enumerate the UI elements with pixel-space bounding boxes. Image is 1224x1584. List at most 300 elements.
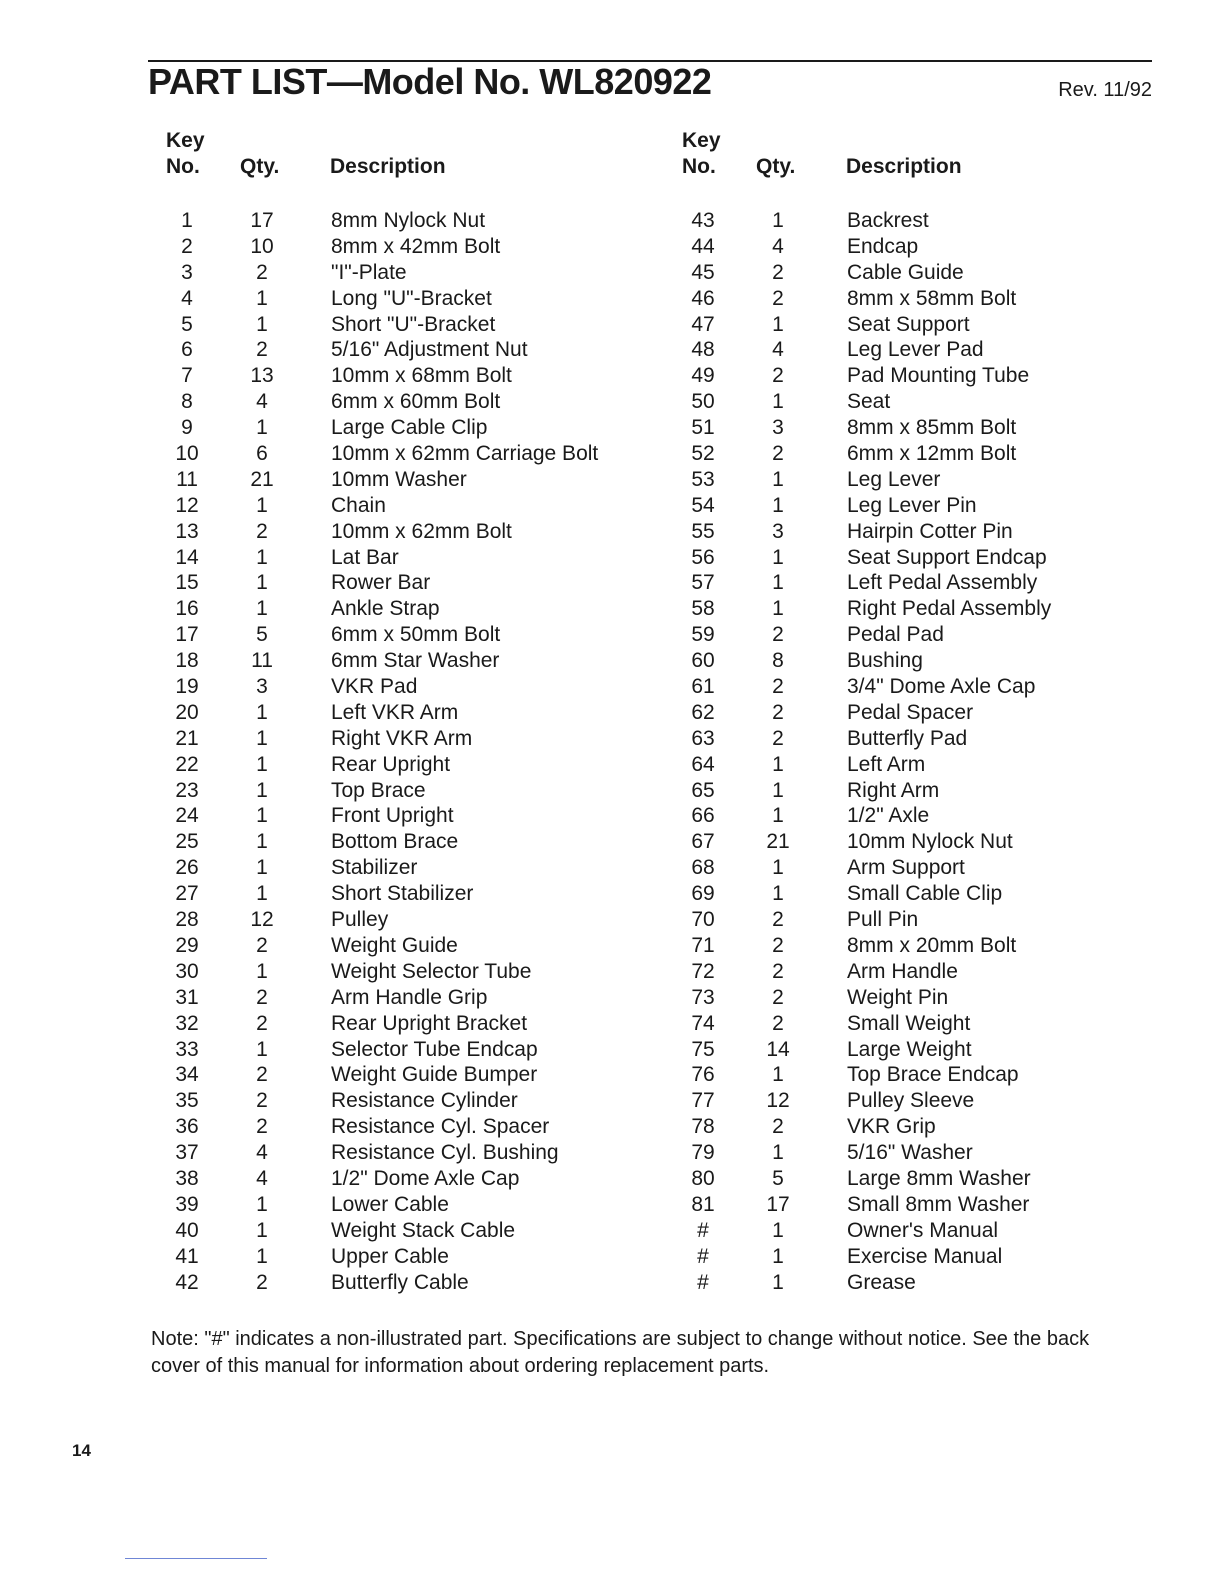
- qty-cell: 1: [256, 416, 268, 440]
- key-column-header: Key No.: [166, 129, 205, 178]
- qty-cell: 21: [250, 467, 274, 491]
- key-no-cell: 46: [691, 286, 715, 310]
- key-no-cell: 38: [175, 1166, 199, 1190]
- key-no-cell: 39: [175, 1192, 199, 1216]
- qty-cell: 1: [256, 545, 268, 569]
- table-row: [682, 389, 1182, 415]
- description-cell: 10mm Nylock Nut: [847, 830, 1013, 854]
- description-cell: Ankle Strap: [331, 597, 440, 621]
- qty-cell: 1: [772, 1270, 784, 1294]
- qty-cell: 1: [256, 804, 268, 828]
- table-row: [166, 674, 666, 700]
- key-no-cell: 28: [175, 908, 199, 932]
- key-no-cell: 16: [175, 597, 199, 621]
- description-cell: 3/4" Dome Axle Cap: [847, 675, 1036, 699]
- table-row: [166, 415, 666, 441]
- qty-cell: 1: [772, 1218, 784, 1242]
- key-no-cell: 54: [691, 493, 715, 517]
- description-cell: Butterfly Pad: [847, 726, 968, 750]
- table-header: [166, 128, 666, 208]
- key-no-cell: 41: [175, 1244, 199, 1268]
- table-row: [166, 286, 666, 312]
- qty-cell: 1: [256, 571, 268, 595]
- description-cell: Seat: [847, 390, 891, 414]
- description-cell: 6mm Star Washer: [331, 649, 500, 673]
- qty-cell: 2: [772, 364, 784, 388]
- key-no-cell: 71: [691, 933, 715, 957]
- description-cell: 6mm x 60mm Bolt: [331, 390, 501, 414]
- key-no-cell: 7: [181, 364, 193, 388]
- key-no-cell: 23: [175, 778, 199, 802]
- qty-cell: 2: [772, 260, 784, 284]
- description-cell: 1/2" Dome Axle Cap: [331, 1166, 520, 1190]
- qty-cell: 1: [256, 1218, 268, 1242]
- key-no-cell: 52: [691, 442, 715, 466]
- key-no-cell: 43: [691, 209, 715, 232]
- description-cell: Large Weight: [847, 1037, 972, 1061]
- description-cell: 8mm x 85mm Bolt: [847, 416, 1017, 440]
- qty-cell: 1: [772, 856, 784, 880]
- key-no-cell: 45: [691, 260, 715, 284]
- table-row: [682, 441, 1182, 467]
- description-cell: Selector Tube Endcap: [331, 1037, 538, 1061]
- table-row: [166, 519, 666, 545]
- table-row: [166, 467, 666, 493]
- description-column-header: Description: [846, 155, 962, 178]
- key-no-cell: #: [697, 1244, 709, 1268]
- key-no-cell: 26: [175, 856, 199, 880]
- description-cell: Right VKR Arm: [331, 726, 473, 750]
- key-no-cell: 61: [691, 675, 715, 699]
- qty-cell: 1: [256, 726, 268, 750]
- key-no-cell: 48: [691, 338, 715, 362]
- table-row: [166, 700, 666, 726]
- key-no-cell: 80: [691, 1166, 715, 1190]
- qty-cell: 2: [772, 959, 784, 983]
- footnote: Note: "#" indicates a non-illustrated part. Specifications are subject to change without notice. See the back cover of this manual for information about ordering replacement parts.: [151, 1328, 1090, 1377]
- description-cell: Front Upright: [331, 804, 454, 828]
- key-no-cell: 67: [691, 830, 715, 854]
- table-row: [166, 778, 666, 804]
- table-row: [166, 234, 666, 260]
- table-row: [166, 596, 666, 622]
- description-cell: Left Arm: [847, 752, 926, 776]
- qty-cell: 2: [256, 1089, 268, 1113]
- description-cell: Lat Bar: [331, 545, 399, 569]
- qty-cell: 1: [772, 597, 784, 621]
- key-no-cell: 74: [691, 1011, 715, 1035]
- qty-cell: 1: [772, 209, 784, 232]
- revision-label: Rev. 11/92: [1058, 79, 1152, 101]
- key-no-cell: 63: [691, 726, 715, 750]
- qty-cell: 2: [772, 908, 784, 932]
- qty-cell: 17: [766, 1192, 790, 1216]
- qty-cell: 3: [256, 675, 268, 699]
- qty-cell: 1: [772, 571, 784, 595]
- qty-cell: 3: [772, 416, 784, 440]
- table-row: [166, 907, 666, 933]
- qty-cell: 1: [256, 882, 268, 906]
- description-cell: Resistance Cyl. Spacer: [331, 1115, 550, 1139]
- key-no-cell: 2: [181, 234, 193, 258]
- qty-column-header: Qty.: [756, 155, 796, 178]
- description-cell: Weight Selector Tube: [331, 959, 532, 983]
- description-cell: 6mm x 50mm Bolt: [331, 623, 501, 647]
- description-cell: Pull Pin: [847, 908, 919, 932]
- table-header: [682, 128, 1182, 208]
- table-row: [166, 260, 666, 286]
- table-row: [166, 1140, 666, 1166]
- qty-cell: 2: [772, 442, 784, 466]
- key-no-cell: 72: [691, 959, 715, 983]
- description-cell: 8mm x 42mm Bolt: [331, 234, 501, 258]
- table-row: [682, 1218, 1182, 1244]
- qty-cell: 1: [772, 545, 784, 569]
- table-row: [682, 803, 1182, 829]
- qty-cell: 1: [772, 493, 784, 517]
- description-cell: Resistance Cylinder: [331, 1089, 518, 1113]
- qty-cell: 2: [772, 933, 784, 957]
- qty-cell: 6: [256, 442, 268, 466]
- table-row: [166, 985, 666, 1011]
- table-row: [682, 363, 1182, 389]
- description-cell: Hairpin Cotter Pin: [847, 519, 1013, 543]
- table-row: [166, 1166, 666, 1192]
- key-no-cell: 12: [175, 493, 199, 517]
- key-no-cell: 65: [691, 778, 715, 802]
- description-cell: Large Cable Clip: [331, 416, 488, 440]
- key-no-cell: 17: [175, 623, 199, 647]
- qty-cell: 1: [256, 959, 268, 983]
- key-no-cell: 33: [175, 1037, 199, 1061]
- qty-cell: 1: [256, 597, 268, 621]
- key-no-cell: 60: [691, 649, 715, 673]
- key-no-cell: #: [697, 1270, 709, 1294]
- qty-cell: 1: [256, 312, 268, 336]
- table-row: [166, 881, 666, 907]
- description-cell: VKR Pad: [331, 675, 418, 699]
- qty-cell: 1: [772, 804, 784, 828]
- description-cell: Small Weight: [847, 1011, 971, 1035]
- qty-cell: 1: [256, 856, 268, 880]
- qty-cell: 14: [766, 1037, 790, 1061]
- qty-cell: 1: [772, 1244, 784, 1268]
- description-cell: Resistance Cyl. Bushing: [331, 1141, 559, 1165]
- key-column-header: Key No.: [682, 129, 721, 178]
- parts-table-left: [166, 128, 666, 1295]
- table-row: [682, 1088, 1182, 1114]
- table-row: [682, 1244, 1182, 1270]
- description-cell: Arm Handle Grip: [331, 985, 488, 1009]
- key-no-cell: 70: [691, 908, 715, 932]
- qty-cell: 1: [256, 752, 268, 776]
- qty-cell: 2: [772, 675, 784, 699]
- description-cell: 1/2" Axle: [847, 804, 930, 828]
- key-no-cell: 25: [175, 830, 199, 854]
- key-no-cell: 73: [691, 985, 715, 1009]
- table-row: [682, 415, 1182, 441]
- qty-cell: 4: [256, 1141, 268, 1165]
- key-no-cell: 56: [691, 545, 715, 569]
- qty-cell: 1: [256, 830, 268, 854]
- qty-cell: 17: [250, 209, 274, 232]
- key-no-cell: 14: [175, 545, 199, 569]
- table-row: [166, 1011, 666, 1037]
- key-no-cell: 27: [175, 882, 199, 906]
- key-no-cell: 1: [181, 209, 193, 232]
- key-no-cell: 68: [691, 856, 715, 880]
- qty-cell: 10: [250, 234, 274, 258]
- qty-cell: 1: [772, 312, 784, 336]
- key-no-cell: 24: [175, 804, 199, 828]
- description-cell: Pad Mounting Tube: [847, 364, 1030, 388]
- description-cell: Small 8mm Washer: [847, 1192, 1030, 1216]
- qty-cell: 2: [256, 1270, 268, 1294]
- table-row: [682, 570, 1182, 596]
- table-row: [166, 1037, 666, 1063]
- table-row: [166, 389, 666, 415]
- table-row: [682, 208, 1182, 234]
- description-cell: Rower Bar: [331, 571, 431, 595]
- qty-cell: 1: [256, 1192, 268, 1216]
- table-row: [682, 1166, 1182, 1192]
- table-row: [166, 493, 666, 519]
- description-cell: VKR Grip: [847, 1115, 936, 1139]
- qty-cell: 1: [772, 778, 784, 802]
- qty-cell: 2: [256, 1115, 268, 1139]
- table-row: [682, 286, 1182, 312]
- qty-cell: 21: [766, 830, 790, 854]
- description-cell: Lower Cable: [331, 1192, 449, 1216]
- table-row: [166, 1062, 666, 1088]
- table-row: [682, 700, 1182, 726]
- description-column-header: Description: [330, 155, 446, 178]
- table-row: [682, 752, 1182, 778]
- key-no-cell: 51: [691, 416, 715, 440]
- description-cell: Weight Guide: [331, 933, 458, 957]
- table-row: [682, 467, 1182, 493]
- table-row: [682, 493, 1182, 519]
- qty-cell: 13: [250, 364, 274, 388]
- key-no-cell: 3: [181, 260, 193, 284]
- qty-cell: 1: [772, 390, 784, 414]
- table-row: [682, 545, 1182, 571]
- key-no-cell: 5: [181, 312, 193, 336]
- description-cell: Stabilizer: [331, 856, 418, 880]
- description-cell: Left VKR Arm: [331, 700, 459, 724]
- description-cell: Pedal Spacer: [847, 700, 974, 724]
- description-cell: Backrest: [847, 209, 929, 232]
- key-no-cell: 34: [175, 1063, 199, 1087]
- key-no-cell: 8: [181, 390, 193, 414]
- qty-cell: 2: [256, 1011, 268, 1035]
- description-cell: Pedal Pad: [847, 623, 944, 647]
- description-cell: Seat Support: [847, 312, 970, 336]
- qty-cell: 8: [772, 649, 784, 673]
- description-cell: 5/16" Washer: [847, 1141, 973, 1165]
- description-cell: Right Pedal Assembly: [847, 597, 1052, 621]
- key-no-cell: 78: [691, 1115, 715, 1139]
- table-row: [166, 933, 666, 959]
- description-cell: Leg Lever: [847, 467, 941, 491]
- description-cell: Top Brace Endcap: [847, 1063, 1019, 1087]
- description-cell: Endcap: [847, 234, 919, 258]
- parts-rows-left: [166, 208, 666, 1295]
- key-no-cell: 55: [691, 519, 715, 543]
- qty-cell: 1: [772, 1063, 784, 1087]
- table-row: [166, 570, 666, 596]
- table-row: [166, 1114, 666, 1140]
- qty-cell: 2: [256, 338, 268, 362]
- table-row: [682, 1011, 1182, 1037]
- table-row: [682, 596, 1182, 622]
- description-cell: 10mm x 62mm Carriage Bolt: [331, 442, 599, 466]
- key-no-cell: 53: [691, 467, 715, 491]
- table-row: [682, 260, 1182, 286]
- description-cell: Pulley Sleeve: [847, 1089, 975, 1113]
- qty-column-header: Qty.: [240, 155, 280, 178]
- qty-cell: 12: [766, 1089, 790, 1113]
- key-no-cell: 22: [175, 752, 199, 776]
- table-row: [166, 363, 666, 389]
- table-row: [166, 752, 666, 778]
- key-no-cell: 30: [175, 959, 199, 983]
- table-row: [166, 1218, 666, 1244]
- description-cell: 10mm x 68mm Bolt: [331, 364, 512, 388]
- description-cell: 6mm x 12mm Bolt: [847, 442, 1017, 466]
- table-row: [682, 1037, 1182, 1063]
- table-row: [682, 234, 1182, 260]
- key-no-cell: 36: [175, 1115, 199, 1139]
- table-row: [682, 312, 1182, 338]
- description-cell: 8mm x 20mm Bolt: [847, 933, 1017, 957]
- key-no-cell: 50: [691, 390, 715, 414]
- description-cell: 10mm Washer: [331, 467, 467, 491]
- key-no-cell: 32: [175, 1011, 199, 1035]
- qty-cell: 1: [772, 882, 784, 906]
- key-no-cell: 21: [175, 726, 199, 750]
- table-row: [682, 985, 1182, 1011]
- qty-cell: 4: [256, 390, 268, 414]
- table-row: [166, 803, 666, 829]
- description-cell: Right Arm: [847, 778, 940, 802]
- table-row: [682, 1192, 1182, 1218]
- key-no-cell: 20: [175, 700, 199, 724]
- description-cell: 8mm x 58mm Bolt: [847, 286, 1017, 310]
- key-no-cell: 18: [175, 649, 199, 673]
- table-row: [166, 855, 666, 881]
- table-row: [166, 337, 666, 363]
- table-row: [682, 778, 1182, 804]
- table-row: [166, 208, 666, 234]
- table-row: [166, 726, 666, 752]
- key-no-cell: 81: [691, 1192, 715, 1216]
- description-cell: Short "U"-Bracket: [331, 312, 496, 336]
- description-cell: Weight Pin: [847, 985, 949, 1009]
- qty-cell: 11: [251, 649, 273, 673]
- key-no-cell: 64: [691, 752, 715, 776]
- description-cell: Arm Handle: [847, 959, 958, 983]
- key-no-cell: 9: [181, 416, 193, 440]
- qty-cell: 2: [256, 933, 268, 957]
- qty-cell: 1: [256, 700, 268, 724]
- qty-cell: 1: [772, 467, 784, 491]
- key-no-cell: 66: [691, 804, 715, 828]
- qty-cell: 2: [772, 700, 784, 724]
- description-cell: Exercise Manual: [847, 1244, 1003, 1268]
- description-cell: Rear Upright: [331, 752, 451, 776]
- qty-cell: 2: [256, 985, 268, 1009]
- table-row: [682, 1270, 1182, 1296]
- description-cell: Leg Lever Pin: [847, 493, 977, 517]
- qty-cell: 4: [772, 338, 784, 362]
- key-no-cell: 62: [691, 700, 715, 724]
- description-cell: Cable Guide: [847, 260, 964, 284]
- description-cell: Owner's Manual: [847, 1218, 999, 1242]
- key-no-cell: 15: [175, 571, 199, 595]
- description-cell: Grease: [847, 1270, 916, 1294]
- description-cell: Large 8mm Washer: [847, 1166, 1031, 1190]
- key-no-cell: 76: [691, 1063, 715, 1087]
- table-row: [166, 1244, 666, 1270]
- qty-cell: 1: [256, 1244, 268, 1268]
- table-row: [166, 441, 666, 467]
- qty-cell: 3: [772, 519, 784, 543]
- qty-cell: 2: [772, 726, 784, 750]
- qty-cell: 4: [256, 1166, 268, 1190]
- key-no-cell: 77: [691, 1089, 715, 1113]
- description-cell: Left Pedal Assembly: [847, 571, 1038, 595]
- page-title: PART LIST—Model No. WL820922: [148, 61, 712, 102]
- key-no-cell: 31: [175, 985, 199, 1009]
- description-cell: Weight Stack Cable: [331, 1218, 516, 1242]
- key-no-cell: 6: [181, 338, 193, 362]
- qty-cell: 2: [772, 1011, 784, 1035]
- key-no-cell: 37: [175, 1141, 199, 1165]
- description-cell: Rear Upright Bracket: [331, 1011, 528, 1035]
- table-row: [682, 933, 1182, 959]
- description-cell: Bottom Brace: [331, 830, 459, 854]
- key-no-cell: 57: [691, 571, 715, 595]
- table-row: [682, 907, 1182, 933]
- table-row: [166, 622, 666, 648]
- description-cell: 10mm x 62mm Bolt: [331, 519, 512, 543]
- key-no-cell: 59: [691, 623, 715, 647]
- description-cell: Pulley: [331, 908, 389, 932]
- qty-cell: 1: [256, 493, 268, 517]
- table-row: [166, 312, 666, 338]
- table-row: [682, 622, 1182, 648]
- key-no-cell: 42: [175, 1270, 199, 1294]
- qty-cell: 1: [256, 1037, 268, 1061]
- qty-cell: 5: [772, 1166, 784, 1190]
- key-no-cell: 69: [691, 882, 715, 906]
- qty-cell: 2: [772, 623, 784, 647]
- description-cell: Seat Support Endcap: [847, 545, 1047, 569]
- parts-rows-right: [682, 208, 1182, 1295]
- table-row: [682, 855, 1182, 881]
- key-no-cell: 44: [691, 234, 715, 258]
- description-cell: Upper Cable: [331, 1244, 449, 1268]
- key-no-cell: 40: [175, 1218, 199, 1242]
- table-row: [166, 829, 666, 855]
- key-no-cell: 75: [691, 1037, 715, 1061]
- description-cell: "I"-Plate: [331, 260, 407, 284]
- key-no-cell: 49: [691, 364, 715, 388]
- qty-cell: 2: [256, 1063, 268, 1087]
- parts-table-right: [682, 128, 1182, 1295]
- qty-cell: 2: [772, 985, 784, 1009]
